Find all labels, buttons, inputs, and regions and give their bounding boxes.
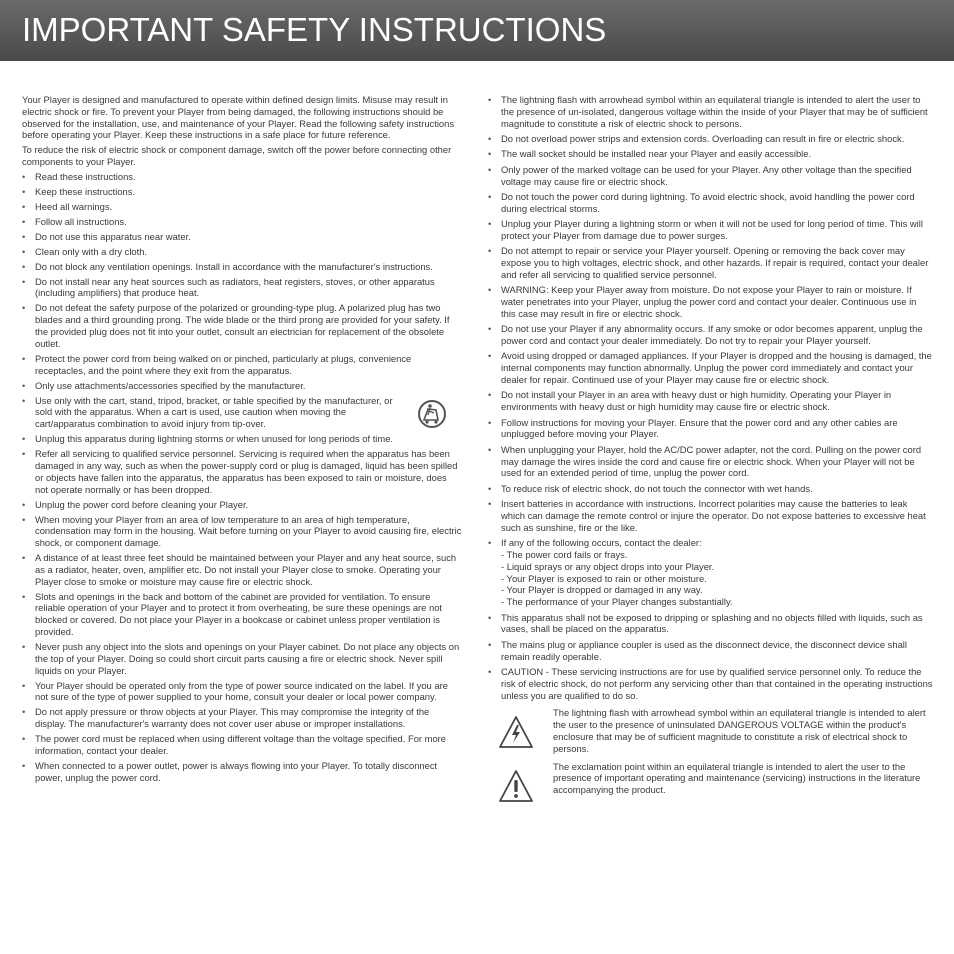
list-item: • To reduce risk of electric shock, do not touch the connector with wet hands. <box>488 483 933 495</box>
sub-list-item: - Liquid sprays or any object drops into your Player. <box>501 560 715 572</box>
list-item: • Follow all instructions. <box>22 216 462 228</box>
list-item: • A distance of at least three feet should be maintained between your Player and any heat source, such as a radiator, heater, oven, amplifier etc. Do not install your Player close to smoke. Operating your Player close to smoke or moisture may cause fire or electric shock. <box>22 552 462 587</box>
list-item: • Unplug this apparatus during lightning storms or when unused for long periods of time. <box>22 433 462 445</box>
cart-item-text: Use only with the cart, stand, tripod, bracket, or table specified by the manufacturer, or sold with the apparatus. When a cart is used, use caution when moving the cart/apparatus combination to avoid injury from tip-over. <box>35 394 393 430</box>
list-item: • This apparatus shall not be exposed to dripping or splashing and no objects filled with liquids, such as vases, shall be placed on the apparatus. <box>488 612 933 636</box>
right-column <box>488 94 933 796</box>
lightning-note-text: The lightning flash with arrowhead symbol within an equilateral triangle is intended to alert the user to the presence of uninsulated DANGEROUS VOLTAGE within the product's enclosure that may be of sufficient magnitude to constitute a risk of electrical shock to persons. <box>553 707 926 754</box>
lightning-warning-icon <box>498 715 534 749</box>
list-item: • CAUTION - These servicing instructions are for use by qualified service personnel only. To reduce the risk of electric shock, do not perform any servicing other than that contained in the operating instructions unless you are qualified to do so. <box>488 666 933 701</box>
sub-list-item: - Your Player is dropped or damaged in any way. <box>501 584 703 596</box>
cart-tip-over-icon <box>416 399 448 429</box>
exclamation-note-text: The exclamation point within an equilateral triangle is intended to alert the user to the presence of important operating and maintenance (servicing) instructions in the literature accompanying the product. <box>553 760 921 796</box>
list-item: • Unplug your Player during a lightning storm or when it will not be used for long period of time. This will protect your Player from damage due to power surges. <box>488 218 933 242</box>
list-item: • Do not defeat the safety purpose of the polarized or grounding-type plug. A polarized plug has two blades and a third grounding prong. The wide blade or the third prong are provided for your safety. If the provided plug does not fit into your outlet, consult an electrician for replacement of the obsolete outlet. <box>22 302 462 349</box>
lightning-symbol-note <box>488 707 933 754</box>
list-item: • Protect the power cord from being walked on or pinched, particularly at plugs, convenience receptacles, and the point where they exit from the apparatus. <box>22 353 462 377</box>
list-item: • WARNING: Keep your Player away from moisture. Do not expose your Player to rain or moisture. If water penetrates into your Player, unplug the power cord and contact your dealer. Continuous use in this case may result in fire or electric shock. <box>488 284 933 319</box>
safety-list-left <box>22 171 462 784</box>
exclamation-warning-icon <box>498 769 534 803</box>
list-item: • Do not use this apparatus near water. <box>22 231 462 243</box>
sub-list-item: - The power cord fails or frays. <box>501 549 628 560</box>
list-item: • The wall socket should be installed near your Player and easily accessible. <box>488 148 933 160</box>
list-item: • Follow instructions for moving your Player. Ensure that the power cord and any other cables are unplugged before moving your Player. <box>488 417 933 441</box>
list-item: • Your Player should be operated only from the type of power source indicated on the label. If you are not sure of the type of power supplied to your home, consult your dealer or local power company. <box>22 680 462 704</box>
list-item: • Unplug the power cord before cleaning your Player. <box>22 499 462 511</box>
list-item: • Do not overload power strips and extension cords. Overloading can result in fire or electric shock. <box>488 133 933 145</box>
sub-list-item: - The performance of your Player changes substantially. <box>501 596 733 608</box>
list-item: • Do not use your Player if any abnormality occurs. If any smoke or odor becomes apparent, unplug the power cord and contact your dealer immediately. Do not try to repair your Player yourself. <box>488 323 933 347</box>
list-item: • Do not install near any heat sources such as radiators, heat registers, stoves, or other apparatus (including amplifiers) that produce heat. <box>22 276 462 300</box>
header-bar <box>0 0 954 61</box>
list-item: • Only power of the marked voltage can be used for your Player. Any other voltage than the specified voltage may cause fire or electric shock. <box>488 164 933 188</box>
list-item: • When unplugging your Player, hold the AC/DC power adapter, not the cord. Pulling on the power cord may damage the wires inside the cord and cause fire or electric shock. When your Player will not be used for an extended period of time, unplug the power cord. <box>488 444 933 479</box>
safety-list-right <box>488 94 933 701</box>
exclamation-symbol-note <box>488 761 933 796</box>
list-item: • Keep these instructions. <box>22 186 462 198</box>
list-item: • Heed all warnings. <box>22 201 462 213</box>
sub-list-item: - Your Player is exposed to rain or other moisture. <box>501 572 707 584</box>
list-item: • Do not block any ventilation openings. Install in accordance with the manufacturer's instructions. <box>22 261 462 273</box>
dealer-conditions-list <box>501 549 933 608</box>
dealer-intro: If any of the following occurs, contact the dealer: <box>501 537 702 549</box>
list-item: • Do not attempt to repair or service your Player yourself. Opening or removing the back cover may expose you to high voltages, electric shock, and other hazards. If repair is required, contact your dealer and refer all servicing to qualified service personnel. <box>488 245 933 280</box>
list-item-dealer <box>488 537 933 608</box>
list-item: • The power cord must be replaced when using different voltage than the voltage specified. For more information, contact your dealer. <box>22 733 462 757</box>
list-item: • Do not install your Player in an area with heavy dust or high humidity. Operating your Player in environments with heavy dust or high humidity may cause fire or electric shock. <box>488 389 933 413</box>
list-item: • Slots and openings in the back and bottom of the cabinet are provided for ventilation. To ensure reliable operation of your Player and to protect it from overheating, be sure these openings are not blocked or covered. Do not place your Player in a bookcase or cabinet unless proper ventilation is provided. <box>22 591 462 638</box>
list-item: • Insert batteries in accordance with instructions. Incorrect polarities may cause the batteries to leak which can damage the remote control or injure the operator. Do not expose batteries to excessive heat such as sunshine, fire or the like. <box>488 498 933 533</box>
list-item-cart <box>22 395 462 430</box>
list-item: • Only use attachments/accessories specified by the manufacturer. <box>22 380 462 392</box>
intro-paragraph: Your Player is designed and manufactured to operate within defined design limits. Misuse may result in electric shock or fire. To prevent your Player from being damaged, the following instructions should be observed for the installation, use, and maintenance of your Player. Read the following safety instructions before operating your Player. Keep these instructions in a safe place for future reference. <box>22 94 455 141</box>
list-item: • The mains plug or appliance coupler is used as the disconnect device, the disconnect device shall remain readily operable. <box>488 639 933 663</box>
list-item: • Refer all servicing to qualified service personnel. Servicing is required when the apparatus has been damaged in any way, such as when the power-supply cord or plug is damaged, liquid has been spilled or objects have fallen into the apparatus, the apparatus has been exposed to rain or moisture, does not operate normally or has been dropped. <box>22 448 462 495</box>
intro-paragraph-2: To reduce the risk of electric shock or component damage, switch off the power before connecting other components to your Player. <box>22 144 452 167</box>
list-item: • When moving your Player from an area of low temperature to an area of high temperature, condensation may form in the housing. Wait before turning on your Player to avoid causing fire, electric shock, or component damage. <box>22 514 462 549</box>
page-title: IMPORTANT SAFETY INSTRUCTIONS <box>22 11 607 48</box>
list-item: • When connected to a power outlet, power is always flowing into your Player. To totally disconnect power, unplug the power cord. <box>22 760 462 784</box>
list-item: • Do not apply pressure or throw objects at your Player. This may compromise the integrity of the display. The manufacturer's warranty does not cover user abuse or improper installations. <box>22 706 462 730</box>
list-item: • The lightning flash with arrowhead symbol within an equilateral triangle is intended to alert the user to the presence of un-isolated, dangerous voltage within the inside of your Player that may be of sufficient magnitude to constitute a risk of electric shock to persons. <box>488 94 933 129</box>
list-item: • Never push any object into the slots and openings on your Player cabinet. Do not place any objects on the top of your Player. Doing so could short circuit parts causing a fire or electric shock. Never spill liquids on your Player. <box>22 641 462 676</box>
list-item: • Clean only with a dry cloth. <box>22 246 462 258</box>
list-item: • Do not touch the power cord during lightning. To avoid electric shock, avoid handling the power cord during electrical storms. <box>488 191 933 215</box>
left-column <box>22 94 462 787</box>
list-item: • Read these instructions. <box>22 171 462 183</box>
list-item: • Avoid using dropped or damaged appliances. If your Player is dropped and the housing is damaged, the internal components may function abnormally. Unplug the power cord immediately and contact your dealer for repair. Continued use of your Player may cause fire or electric shock. <box>488 350 933 385</box>
